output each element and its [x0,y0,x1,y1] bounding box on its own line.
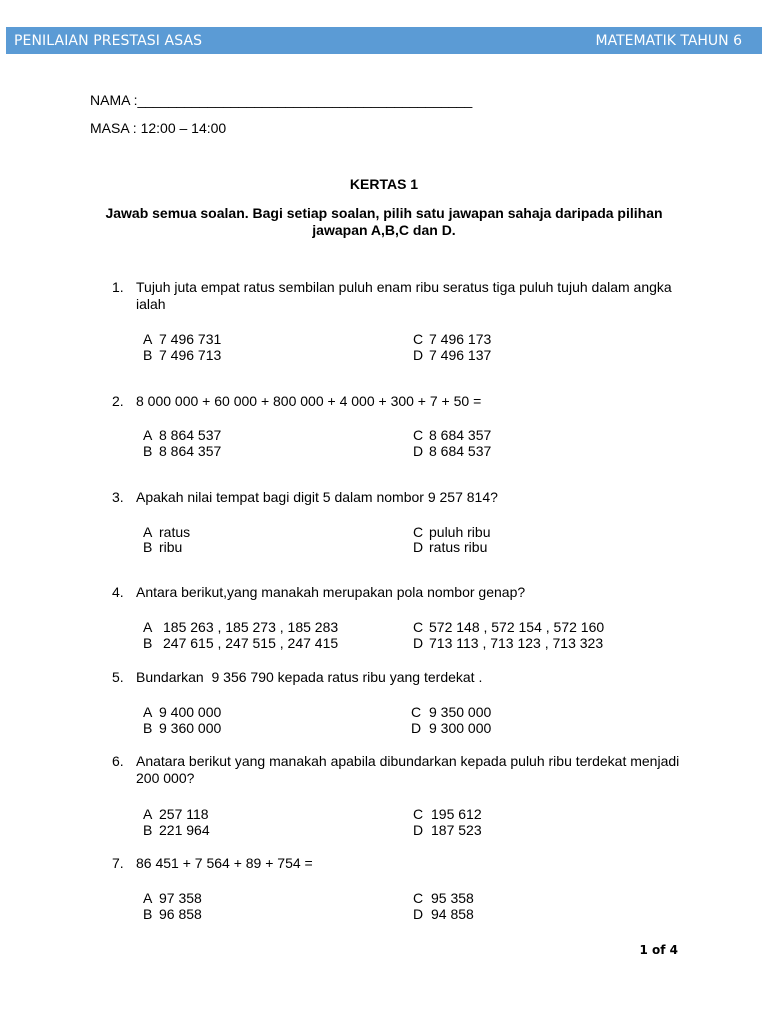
option-value: 7 496 731 [159,331,222,347]
option-value: 8 864 357 [159,443,222,459]
option-value: 7 496 713 [159,347,222,363]
instruction-text: Jawab semua soalan. Bagi setiap soalan, pilih satu jawapan sahaja daripada pilihan jawapan A,B,C dan D. [105,205,663,238]
option-value: 9 300 000 [429,720,492,736]
option-c[interactable]: C 7 496 173 [413,331,492,347]
option-b[interactable]: B ribu [143,539,183,555]
option-value: 572 148 , 572 154 , 572 160 [429,619,605,635]
option-c[interactable]: C 572 148 , 572 154 , 572 160 [413,619,605,635]
option-d[interactable]: D 187 523 [413,822,482,838]
option-value: 7 496 173 [429,331,492,347]
option-a[interactable]: A 9 400 000 [143,704,222,720]
option-value: 8 864 537 [159,427,222,443]
option-b[interactable]: B 247 615 , 247 515 , 247 415 [143,635,339,651]
option-d[interactable]: D 9 300 000 [411,720,492,736]
question-number: 4. [112,584,124,600]
header-title-right: MATEMATIK TAHUN 6 [595,33,742,49]
option-value: 94 858 [431,906,474,922]
option-d[interactable]: D 8 684 537 [413,443,492,459]
option-value: 247 615 , 247 515 , 247 415 [163,635,339,651]
question-text: Tujuh juta empat ratus sembilan puluh enam ribu seratus tiga puluh tujuh dalam angka ialah [136,279,672,312]
option-d[interactable]: D 7 496 137 [413,347,492,363]
option-value: 185 263 , 185 273 , 185 283 [163,619,339,635]
option-value: puluh ribu [429,524,491,540]
option-a[interactable]: A 185 263 , 185 273 , 185 283 [143,619,339,635]
option-value: 713 113 , 713 123 , 713 323 [429,635,604,651]
option-value: ratus ribu [429,539,488,555]
question-text: Antara berikut,yang manakah merupakan pola nombor genap? [136,584,526,600]
option-value: 8 684 357 [429,427,492,443]
option-value: 257 118 [159,806,209,822]
option-value: 7 496 137 [429,347,492,363]
option-b[interactable]: B 9 360 000 [143,720,222,736]
question-text: Anatara berikut yang manakah apabila dibundarkan kepada puluh ribu terdekat menjadi 200 000? [136,753,680,786]
option-value: 96 858 [159,906,202,922]
option-value: 221 964 [159,822,210,838]
option-value: 97 358 [159,890,202,906]
option-value: ribu [159,539,183,555]
option-c[interactable]: C 9 350 000 [411,704,492,720]
option-value: 8 684 537 [429,443,492,459]
option-value: 95 358 [431,890,474,906]
question-number: 6. [112,753,124,769]
option-d[interactable]: D 94 858 [413,906,474,922]
question-number: 7. [112,855,124,871]
option-value: 9 350 000 [429,704,492,720]
option-a[interactable]: A ratus [143,524,191,540]
option-c[interactable]: C 95 358 [413,890,474,906]
question-number: 3. [112,489,124,505]
option-b[interactable]: B 7 496 713 [143,347,222,363]
option-c[interactable]: C puluh ribu [413,524,491,540]
option-d[interactable]: D ratus ribu [413,539,488,555]
option-value: 9 360 000 [159,720,222,736]
option-b[interactable]: B 96 858 [143,906,202,922]
question-number: 2. [112,393,124,409]
option-a[interactable]: A 257 118 [143,806,209,822]
question-number: 5. [112,669,124,685]
option-b[interactable]: B 8 864 357 [143,443,222,459]
header-bar [6,27,762,54]
option-value: 187 523 [431,822,482,838]
page-number: 1 of 4 [639,943,678,957]
masa-field: MASA : 12:00 – 14:00 [90,120,227,136]
option-c[interactable]: C 8 684 357 [413,427,492,443]
option-value: 195 612 [431,806,482,822]
question-number: 1. [112,279,124,295]
question-text: Bundarkan 9 356 790 kepada ratus ribu yang terdekat . [136,669,483,685]
option-b[interactable]: B 221 964 [143,822,210,838]
option-value: ratus [159,524,191,540]
option-c[interactable]: C 195 612 [413,806,482,822]
option-d[interactable]: D 713 113 , 713 123 , 713 323 [413,635,604,651]
question-text: 8 000 000 + 60 000 + 800 000 + 4 000 + 300 + 7 + 50 = [136,393,482,409]
header-title-left: PENILAIAN PRESTASI ASAS [14,33,203,49]
option-a[interactable]: A 8 864 537 [143,427,222,443]
option-a[interactable]: A 97 358 [143,890,202,906]
nama-field: NAMA :___________________________________________ [90,92,473,108]
option-value: 9 400 000 [159,704,222,720]
question-text: 86 451 + 7 564 + 89 + 754 = [136,855,313,871]
paper-title: KERTAS 1 [349,176,419,192]
question-text: Apakah nilai tempat bagi digit 5 dalam nombor 9 257 814? [136,489,498,505]
option-a[interactable]: A 7 496 731 [143,331,222,347]
